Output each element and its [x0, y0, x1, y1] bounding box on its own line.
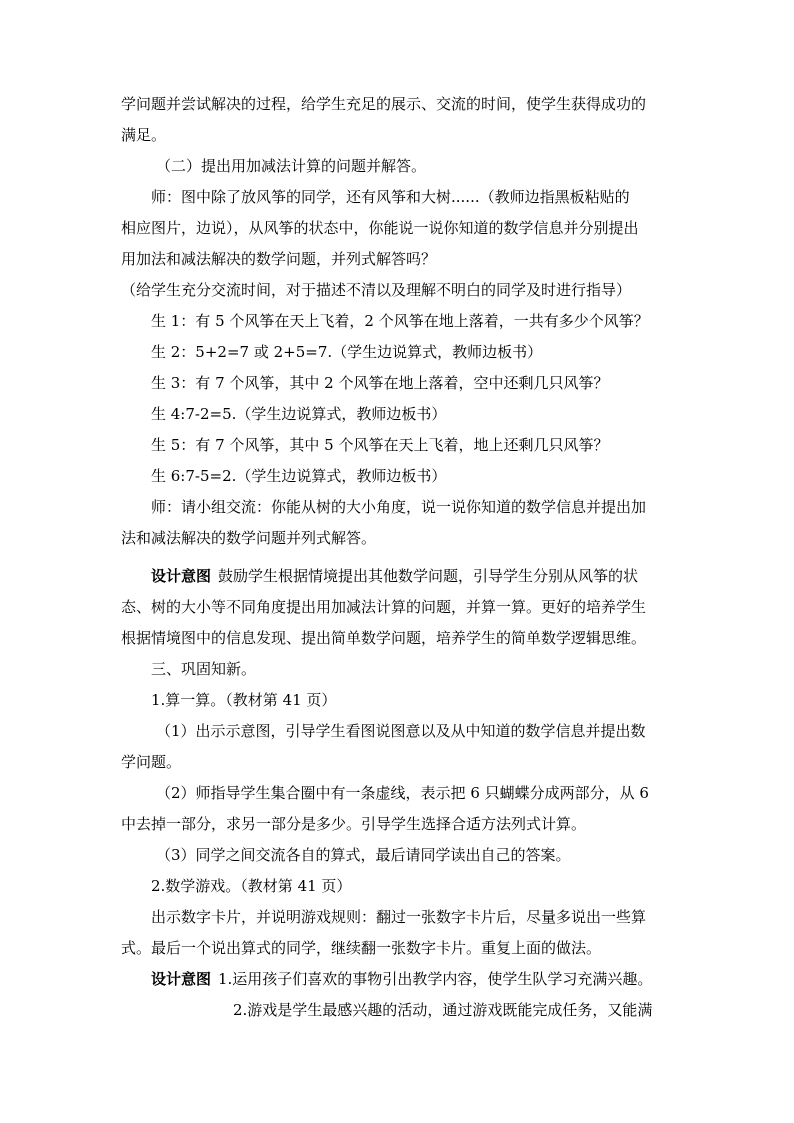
- paragraph-text: 师：请小组交流：你能从树的大小角度，说一说你知道的数学信息并提出加: [151, 498, 647, 516]
- paragraph-text: 用加法和减法解决的数学问题，并列式解答吗？: [121, 250, 437, 268]
- paragraph-text: 1.算一算。（教材第 41 页）: [151, 691, 337, 709]
- text-line: [0, 968, 794, 990]
- text-line: [0, 93, 794, 115]
- paragraph-text: 根据情境图中的信息发现、提出简单数学问题，培养学生的简单数学逻辑思维。: [121, 629, 647, 647]
- paragraph-text: 学问题并尝试解决的过程，给学生充足的展示、交流的时间，使学生获得成功的: [121, 95, 647, 113]
- paragraph-text: 师：图中除了放风筝的同学，还有风筝和大树......（教师边指黑板粘贴的: [151, 188, 630, 206]
- text-line: [0, 906, 794, 928]
- text-line: [0, 310, 794, 332]
- paragraph-text: （给学生充分交流时间，对于描述不清以及理解不明白的同学及时进行指导）: [121, 281, 632, 299]
- paragraph-text: （2）师指导学生集合圈中有一条虚线，表示把 6 只蝴蝶分成两部分，从 6: [156, 784, 649, 802]
- paragraph-text: （1）出示示意图，引导学生看图说图意以及从中知道的数学信息并提出数: [156, 722, 646, 740]
- text-line: [0, 403, 794, 425]
- text-line: [0, 751, 794, 773]
- text-line: [0, 279, 794, 301]
- paragraph-text: 生 4:7-2=5.（学生边说算式，教师边板书）: [151, 405, 447, 423]
- paragraph-text: 出示数字卡片，并说明游戏规则：翻过一张数字卡片后，尽量多说出一些算: [151, 908, 647, 926]
- text-line: [0, 782, 794, 804]
- paragraph-text: 满足。: [121, 126, 167, 144]
- paragraph-text: 生 1：有 5 个风筝在天上飞着，2 个风筝在地上落着，一共有多少个风筝？: [151, 312, 649, 330]
- text-line: [0, 627, 794, 649]
- text-line: [0, 155, 794, 177]
- text-line: [0, 937, 794, 959]
- paragraph-text: 生 5：有 7 个风筝，其中 5 个风筝在天上飞着，地上还剩几只风筝？: [151, 436, 609, 454]
- paragraph-text: 生 2：5+2=7 或 2+5=7.（学生边说算式，教师边板书）: [151, 343, 543, 361]
- paragraph-text: 生 6:7-5=2.（学生边说算式，教师边板书）: [151, 467, 447, 485]
- text-line: [0, 496, 794, 518]
- paragraph-text: 相应图片，边说），从风筝的状态中，你能说一说你知道的数学信息并分别提出: [121, 219, 639, 237]
- text-line: [0, 689, 794, 711]
- paragraph-text: 态、树的大小等不同角度提出用加减法计算的问题，并算一算。更好的培养学生: [121, 598, 647, 616]
- text-line: [0, 875, 794, 897]
- paragraph-text: 鼓励学生根据情境提出其他数学问题，引导学生分别从风筝的状: [218, 567, 639, 585]
- paragraph-text: 2.数学游戏。（教材第 41 页）: [151, 877, 352, 895]
- paragraph-text: （3）同学之间交流各自的算式，最后请同学读出自己的答案。: [156, 846, 571, 864]
- text-line: [0, 124, 794, 146]
- section-heading: （二）提出用加减法计算的问题并解答。: [156, 157, 427, 175]
- paragraph-text: 中去掉一部分，求另一部分是多少。引导学生选择合适方法列式计算。: [121, 815, 587, 833]
- text-line: [0, 527, 794, 549]
- paragraph-text: 2.游戏是学生最感兴趣的活动，通过游戏既能完成任务，又能满: [233, 1001, 653, 1019]
- text-line: [0, 465, 794, 487]
- text-line: [0, 341, 794, 363]
- paragraph-text: 生 3：有 7 个风筝，其中 2 个风筝在地上落着，空中还剩几只风筝？: [151, 374, 609, 392]
- text-line: [0, 434, 794, 456]
- text-line: [0, 813, 794, 835]
- design-intent-label: 设计意图: [151, 970, 212, 988]
- text-line: [0, 565, 794, 587]
- text-line: [0, 248, 794, 270]
- text-line: [0, 999, 794, 1021]
- text-line: [0, 596, 794, 618]
- text-line: [0, 372, 794, 394]
- section-heading: 三、巩固知新。: [151, 660, 257, 678]
- text-line: [0, 720, 794, 742]
- paragraph-text: 1.运用孩子们喜欢的事物引出教学内容，使学生队学习充满兴趣。: [218, 970, 653, 988]
- text-line: [0, 186, 794, 208]
- text-line: [0, 658, 794, 680]
- text-line: [0, 844, 794, 866]
- paragraph-text: 学问题。: [121, 753, 182, 771]
- text-line: [0, 217, 794, 239]
- design-intent-label: 设计意图: [151, 567, 212, 585]
- paragraph-text: 式。最后一个说出算式的同学，继续翻一张数字卡片。重复上面的做法。: [121, 939, 602, 957]
- paragraph-text: 法和减法解决的数学问题并列式解答。: [121, 529, 377, 547]
